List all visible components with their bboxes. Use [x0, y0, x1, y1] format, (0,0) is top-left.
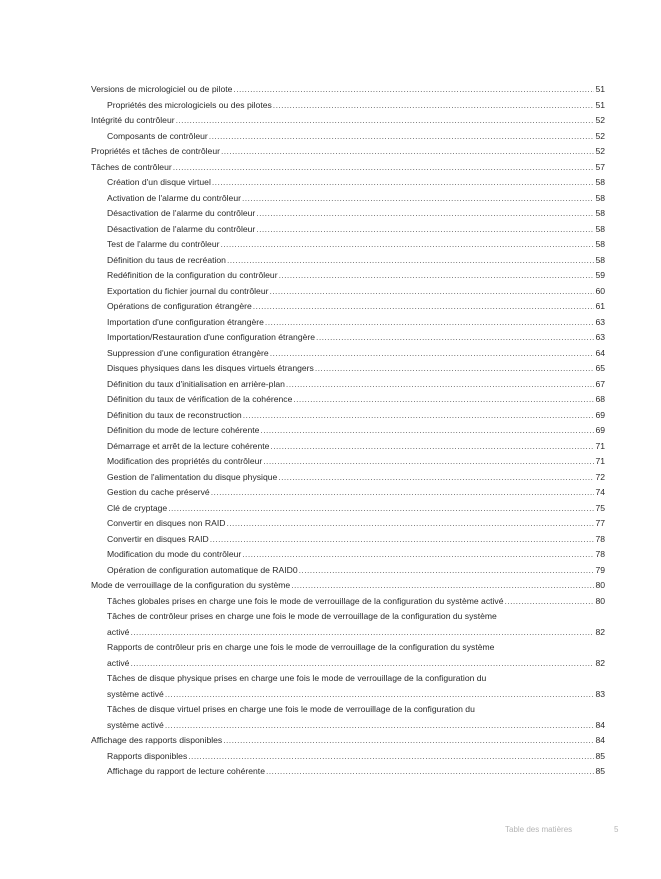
toc-entry-title-line2: [107, 687, 605, 703]
toc-subsection-entry[interactable]: [91, 346, 605, 362]
toc-entry-title: Définition du taux d'initialisation en arrière-plan: [107, 378, 285, 389]
toc-entry-title: activé: [107, 626, 130, 637]
toc-subsection-entry[interactable]: [91, 284, 605, 300]
toc-page-number: 61: [595, 301, 605, 311]
toc-subsection-entry[interactable]: [91, 98, 605, 114]
toc-leader-dots: [263, 454, 594, 470]
toc-entry-title: Importation d'une configuration étrangère: [107, 316, 264, 327]
toc-page-number: 79: [595, 564, 605, 575]
toc-entry-title-line2: [107, 625, 605, 641]
toc-entry-title-line1: Tâches de disque physique prises en charge une fois le mode de verrouillage de la configuration du: [107, 673, 487, 683]
toc-leader-dots: [233, 82, 594, 98]
toc-leader-dots: [505, 594, 595, 610]
toc-leader-dots: [130, 625, 594, 641]
toc-subsection-entry[interactable]: [91, 702, 605, 733]
toc-subsection-entry[interactable]: [91, 237, 605, 253]
toc-page-number: 65: [595, 363, 605, 373]
toc-leader-dots: [256, 206, 594, 222]
toc-page-number: 64: [595, 347, 605, 358]
toc-leader-dots: [278, 470, 594, 486]
toc-subsection-entry[interactable]: [91, 408, 605, 424]
toc-subsection-entry[interactable]: [91, 532, 605, 548]
toc-entry-title: Suppression d'une configuration étrangère: [107, 347, 269, 358]
toc-leader-dots: [226, 516, 594, 532]
toc-page-number: 75: [595, 502, 605, 513]
toc-leader-dots: [227, 253, 594, 269]
toc-page-number: 58: [595, 208, 605, 218]
toc-leader-dots: [316, 330, 594, 346]
toc-entry-title: Rapports disponibles: [107, 750, 188, 761]
toc-section-entry[interactable]: [91, 113, 605, 129]
toc-leader-dots: [188, 749, 594, 765]
toc-page-number: 58: [595, 177, 605, 187]
toc-subsection-entry[interactable]: [91, 764, 605, 780]
toc-entry-title: Intégrité du contrôleur: [91, 115, 175, 125]
toc-page-number: 84: [595, 719, 605, 730]
toc-leader-dots: [253, 299, 595, 315]
toc-entry-title: Gestion du cache préservé: [107, 487, 210, 497]
footer-page-number: 5: [614, 825, 619, 834]
toc-section-entry[interactable]: [91, 578, 605, 594]
toc-subsection-entry[interactable]: [91, 392, 605, 408]
toc-entry-title-line2: [107, 656, 605, 672]
toc-page-number: 80: [595, 595, 605, 606]
toc-subsection-entry[interactable]: [91, 454, 605, 470]
toc-subsection-entry[interactable]: [91, 423, 605, 439]
toc-page-number: 78: [595, 533, 605, 544]
toc-leader-dots: [130, 656, 594, 672]
toc-page-number: 51: [595, 84, 605, 94]
toc-entry-title: Désactivation de l'alarme du contrôleur: [107, 223, 256, 234]
toc-page-number: 69: [595, 409, 605, 420]
toc-section-entry[interactable]: [91, 733, 605, 749]
toc-leader-dots: [242, 547, 594, 563]
toc-page-number: 84: [595, 735, 605, 745]
toc-leader-dots: [291, 578, 594, 594]
toc-leader-dots: [279, 268, 595, 284]
toc-entry-title: Disques physiques dans les disques virtuels étrangers: [107, 363, 314, 373]
toc-leader-dots: [315, 361, 595, 377]
toc-page-number: 71: [595, 440, 605, 451]
toc-page-number: 85: [595, 750, 605, 761]
toc-page-number: 80: [595, 580, 605, 590]
toc-entry-title: Création d'un disque virtuel: [107, 177, 211, 187]
toc-page-number: 58: [595, 192, 605, 203]
toc-page-number: 57: [595, 161, 605, 172]
toc-leader-dots: [165, 718, 595, 734]
toc-entry-title-line1: Tâches de disque virtuel prises en charge une fois le mode de verrouillage de la configuration du: [107, 704, 475, 714]
toc-page-number: 58: [595, 254, 605, 265]
toc-subsection-entry[interactable]: [91, 361, 605, 377]
toc-section-entry[interactable]: [91, 82, 605, 98]
toc-page-number: 51: [595, 99, 605, 110]
toc-entry-title: Propriétés et tâches de contrôleur: [91, 146, 220, 156]
toc-entry-title: Mode de verrouillage de la configuration du système: [91, 580, 291, 590]
toc-subsection-entry[interactable]: [91, 175, 605, 191]
toc-subsection-entry[interactable]: [91, 470, 605, 486]
toc-page-number: 52: [595, 130, 605, 141]
toc-page-number: 52: [595, 146, 605, 156]
toc-page-number: 74: [595, 487, 605, 497]
toc-subsection-entry[interactable]: [91, 749, 605, 765]
toc-page-number: 58: [595, 239, 605, 249]
toc-entry-title: Définition du taus de recréation: [107, 254, 226, 265]
toc-entry-title: Désactivation de l'alarme du contrôleur: [107, 208, 256, 218]
toc-leader-dots: [270, 439, 594, 455]
toc-subsection-entry[interactable]: [91, 330, 605, 346]
toc-page-number: 67: [595, 378, 605, 389]
toc-leader-dots: [223, 733, 594, 749]
toc-subsection-entry[interactable]: [91, 253, 605, 269]
toc-entry-title-line1: Rapports de contrôleur pris en charge une fois le mode de verrouillage de la configuration du système: [107, 642, 495, 652]
toc-subsection-entry[interactable]: [91, 222, 605, 238]
toc-entry-title: Importation/Restauration d'une configuration étrangère: [107, 332, 316, 342]
toc-entry-title: Exportation du fichier journal du contrôleur: [107, 285, 269, 296]
toc-leader-dots: [286, 377, 595, 393]
toc-page-number: 77: [595, 518, 605, 528]
toc-entry-title: système activé: [107, 719, 164, 730]
toc-leader-dots: [269, 284, 594, 300]
toc-leader-dots: [221, 144, 594, 160]
toc-page-number: 59: [595, 270, 605, 280]
toc-page-number: 85: [595, 766, 605, 776]
toc-page-number: 60: [595, 285, 605, 296]
toc-subsection-entry[interactable]: [91, 377, 605, 393]
toc-page-number: 82: [595, 626, 605, 637]
toc-leader-dots: [265, 315, 595, 331]
toc-entry-title: Modification du mode du contrôleur: [107, 549, 242, 559]
toc-leader-dots: [242, 191, 594, 207]
toc-page-number: 52: [595, 115, 605, 125]
toc-leader-dots: [211, 485, 595, 501]
toc-subsection-entry[interactable]: [91, 563, 605, 579]
toc-subsection-entry[interactable]: [91, 640, 605, 671]
toc-subsection-entry[interactable]: [91, 485, 605, 501]
toc-subsection-entry[interactable]: [91, 299, 605, 315]
toc-page-number: 63: [595, 332, 605, 342]
toc-subsection-entry[interactable]: [91, 206, 605, 222]
toc-entry-title: Activation de l'alarme du contrôleur: [107, 192, 241, 203]
toc-page-number: 71: [595, 456, 605, 466]
toc-page-number: 83: [595, 688, 605, 699]
toc-page-number: 68: [595, 394, 605, 404]
toc-entry-title: Gestion de l'alimentation du disque physique: [107, 471, 278, 482]
toc-page-number: 69: [595, 425, 605, 435]
toc-leader-dots: [256, 222, 594, 238]
footer-section-title: Table des matières: [505, 825, 573, 834]
toc-entry-title: Opération de configuration automatique de RAID0: [107, 564, 298, 575]
toc-entry-title-line1: Tâches de contrôleur prises en charge une fois le mode de verrouillage de la configuration du système: [107, 611, 497, 621]
toc-subsection-entry[interactable]: [91, 129, 605, 145]
toc-page-number: 58: [595, 223, 605, 234]
toc-entry-title: Tâches globales prises en charge une fois le mode de verrouillage de la configuration du système activé: [107, 595, 504, 606]
toc-section-entry[interactable]: [91, 144, 605, 160]
toc-leader-dots: [299, 563, 595, 579]
toc-page-number: 63: [595, 316, 605, 327]
toc-entry-title: Versions de micrologiciel ou de pilote: [91, 84, 233, 94]
toc-leader-dots: [273, 98, 595, 114]
toc-subsection-entry[interactable]: [91, 547, 605, 563]
table-of-contents: [91, 82, 605, 780]
toc-page-number: 82: [595, 657, 605, 668]
toc-entry-title: Clé de cryptage: [107, 502, 168, 513]
toc-leader-dots: [212, 175, 595, 191]
toc-entry-title: Convertir en disques RAID: [107, 533, 209, 544]
toc-leader-dots: [165, 687, 595, 703]
toc-entry-title: Démarrage et arrêt de la lecture cohérente: [107, 440, 270, 451]
toc-leader-dots: [260, 423, 594, 439]
toc-entry-title-line2: [107, 718, 605, 734]
toc-leader-dots: [168, 501, 594, 517]
toc-subsection-entry[interactable]: [91, 439, 605, 455]
toc-entry-title: Propriétés des micrologiciels ou des pilotes: [107, 99, 272, 110]
toc-leader-dots: [209, 129, 595, 145]
toc-entry-title: Définition du taux de reconstruction: [107, 409, 242, 420]
toc-subsection-entry[interactable]: [91, 609, 605, 640]
toc-leader-dots: [210, 532, 595, 548]
toc-subsection-entry[interactable]: [91, 671, 605, 702]
toc-entry-title: Composants de contrôleur: [107, 130, 208, 141]
toc-entry-title: Définition du taux de vérification de la cohérence: [107, 394, 293, 404]
toc-leader-dots: [270, 346, 595, 362]
toc-subsection-entry[interactable]: [91, 501, 605, 517]
toc-entry-title: Modification des propriétés du contrôleur: [107, 456, 263, 466]
toc-leader-dots: [293, 392, 594, 408]
toc-leader-dots: [266, 764, 594, 780]
toc-subsection-entry[interactable]: [91, 516, 605, 532]
toc-entry-title: activé: [107, 657, 130, 668]
toc-entry-title: Affichage du rapport de lecture cohérente: [107, 766, 265, 776]
toc-entry-title: système activé: [107, 688, 164, 699]
toc-page-number: 72: [595, 471, 605, 482]
toc-entry-title: Définition du mode de lecture cohérente: [107, 425, 260, 435]
toc-page-number: 78: [595, 549, 605, 559]
toc-subsection-entry[interactable]: [91, 594, 605, 610]
toc-entry-title: Opérations de configuration étrangère: [107, 301, 252, 311]
toc-entry-title: Convertir en disques non RAID: [107, 518, 226, 528]
toc-leader-dots: [173, 160, 595, 176]
toc-entry-title: Tâches de contrôleur: [91, 161, 172, 172]
toc-section-entry[interactable]: [91, 160, 605, 176]
toc-subsection-entry[interactable]: [91, 191, 605, 207]
toc-leader-dots: [220, 237, 594, 253]
toc-subsection-entry[interactable]: [91, 315, 605, 331]
toc-entry-title: Test de l'alarme du contrôleur: [107, 239, 220, 249]
toc-entry-title: Affichage des rapports disponibles: [91, 735, 223, 745]
toc-leader-dots: [176, 113, 595, 129]
toc-subsection-entry[interactable]: [91, 268, 605, 284]
toc-leader-dots: [243, 408, 595, 424]
toc-entry-title: Redéfinition de la configuration du contrôleur: [107, 270, 278, 280]
